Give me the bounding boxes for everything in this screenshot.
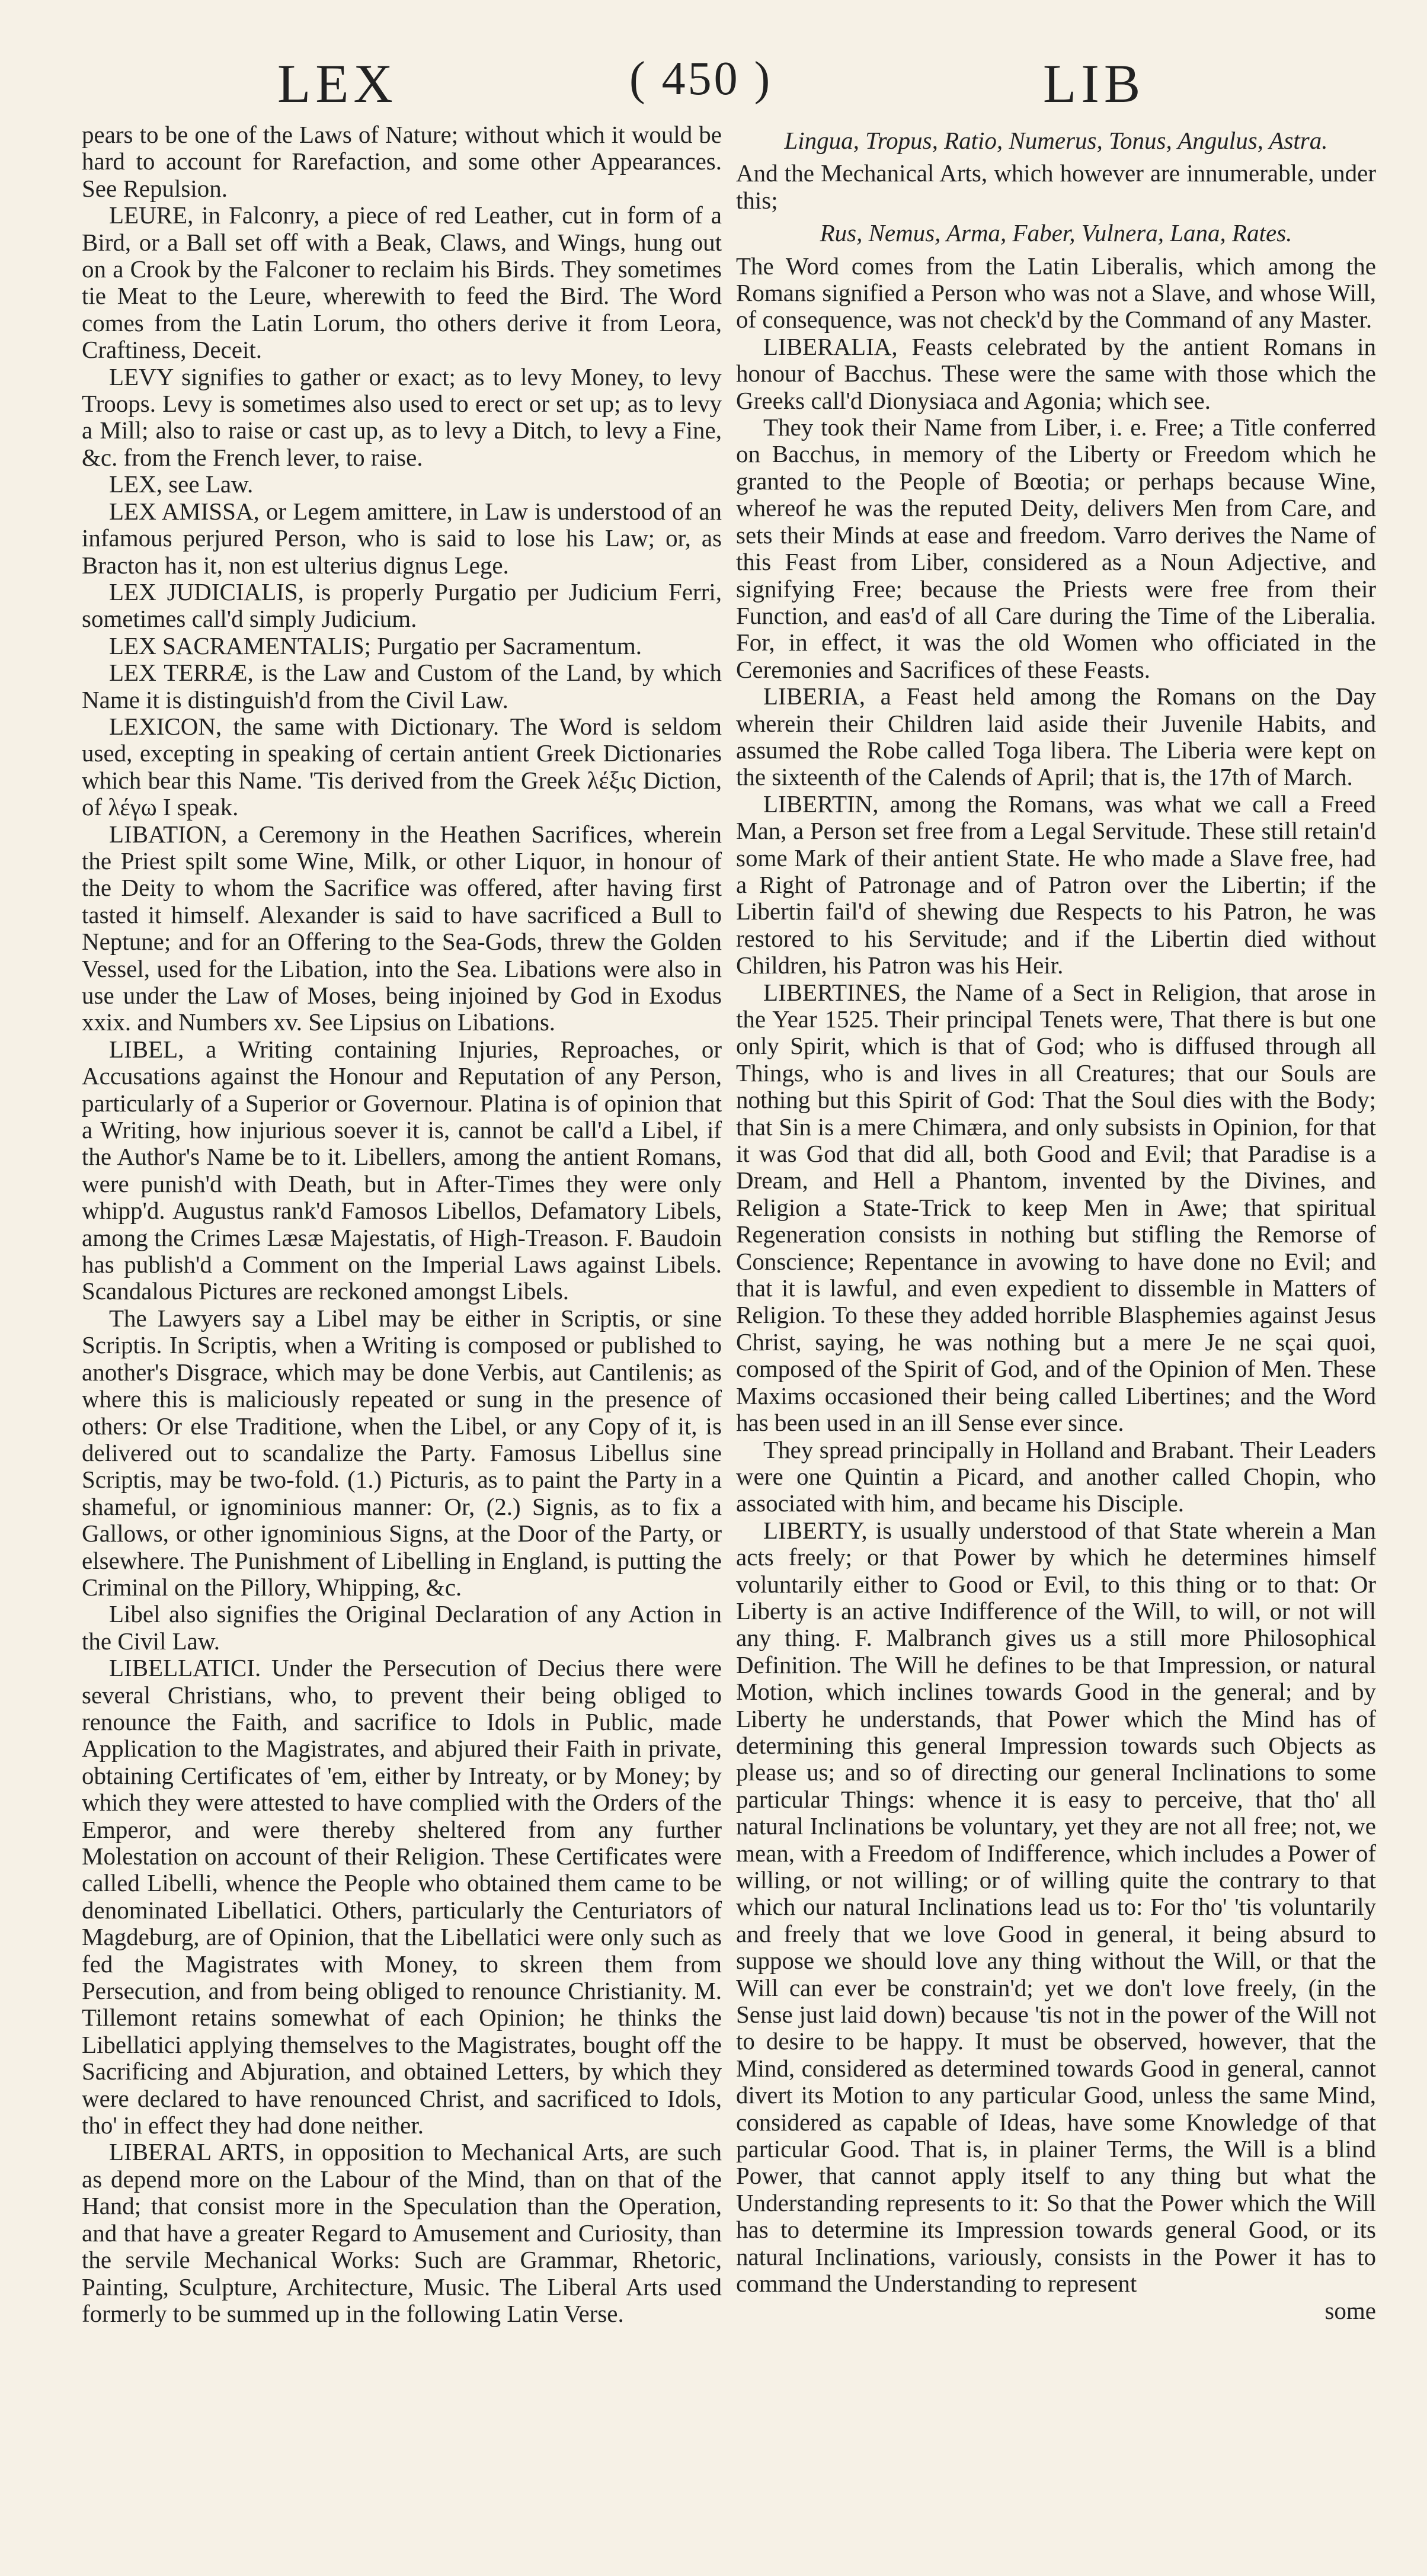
verse-line: Rus, Nemus, Arma, Faber, Vulnera, Lana, Rates. (820, 219, 1292, 247)
dictionary-entry: LIBERTIN, among the Romans, was what we call a Freed Man, a Person set free from a Legal Servitude. These still retain'd some Mark of their antient State. He who made a Slave free, had a Right of Patronage and of Patron over the Libertin; if the Libertin fail'd of shewing due Respects to his Patron, he was restored to his Servitude; and if the Libertin died without Children, his Patron was his Heir. (736, 790, 1376, 979)
dictionary-entry: They took their Name from Liber, i. e. Free; a Title conferred on Bacchus, in memory of the Liberty or Freedom which he granted to the People of Bœotia; or perhaps because Wine, whereof he was the reputed Deity, delivers Men from Care, and sets their Minds at ease and freedom. Varro derives the Name of this Feast from Liber, considered as a Noun Adjective, and signifying Free; because the Priests were free from their Function, and eas'd of all Care during the Time of the Liberalia. For, in effect, it was the old Women who officiated in the Ceremonies and Sacrifices of these Feasts. (736, 414, 1376, 683)
dictionary-entry: LIBATION, a Ceremony in the Heathen Sacrifices, wherein the Priest spilt some Wine, Milk, or other Liquor, in honour of the Deity to whom the Sacrifice was offered, after having first tasted it himself. Alexander is said to have sacrificed a Bull to Neptune; and for an Offering to the Sea-Gods, threw the Golden Vessel, used for the Libation, into the Sea. Libations were also in use under the Law of Moses, being injoined by God in Exodus xxix. and Numbers xv. See Lipsius on Libations. (82, 820, 722, 1036)
paragraph-continuation: The Word comes from the Latin Liberalis, which among the Romans signified a Person who was not a Slave, and whose Will, of consequence, was not check'd by the Command of any Master. (736, 252, 1376, 334)
running-head-left: LEX (277, 53, 398, 114)
dictionary-entry: They spread principally in Holland and Brabant. Their Leaders were one Quintin a Picard, and another called Chopin, who associated with him, and became his Disciple. (736, 1436, 1376, 1517)
dictionary-entry: LEX SACRAMENTALIS; Purgatio per Sacramentum. (109, 632, 642, 659)
dictionary-entry: Libel also signifies the Original Declaration of any Action in the Civil Law. (82, 1600, 722, 1655)
dictionary-entry: LEURE, in Falconry, a piece of red Leather, cut in form of a Bird, or a Ball set off with a Beak, Claws, and Wings, hung out on a Crook by the Falconer to reclaim his Birds. They sometimes tie Meat to the Leure, wherewith to feed the Bird. The Word comes from the Latin Lorum, tho others derive it from Leora, Craftiness, Deceit. (82, 201, 722, 364)
paragraph-continuation: And the Mechanical Arts, which however are innumerable, under this; (736, 159, 1376, 214)
dictionary-entry: LIBERTY, is usually understood of that State wherein a Man acts freely; or that Power by which he determines himself voluntarily either to Good or Evil, to this thing or to that: Or Liberty is an active Indifference of the Will, to will, or not will any thing. F. Malbranch gives us a still more Philosophical Definition. The Will he defines to be that Impression, or natural Motion, which inclines towards Good in the general; and by Liberty he understands, that Power which the Mind has of determining this general Impression towards such Objects as please us; and so of directing our general Inclinations to some particular Things: whence it is easy to perceive, that tho' all natural Inclinations be voluntary, yet they are not all free; not, we mean, with a Freedom of Indifference, which includes a Power of willing, or not willing; or of willing quite the contrary to that which our natural Inclinations lead us to: For tho' 'tis voluntarily and freely that we love Good in general, it being absurd to suppose we should love any thing without the Will, or that the Will can ever be constrain'd; yet we don't love freely, (in the Sense just laid down) because 'tis not in the power of the Will not to desire to be happy. It must be observed, however, that the Mind, considered as determined towards Good in general, cannot divert its Motion to any particular Good, unless the same Mind, considered as capable of Ideas, have some Knowledge of that particular Good. That is, in plainer Terms, the Will is a blind Power, that cannot apply itself to any thing but what the Understanding represents to it: So that the Power which the Will has to determine its Impression towards general Good, or its natural Inclinations, variously, consists in the Power it has to command the Understanding to represent (736, 1516, 1376, 2298)
right-column (736, 121, 1376, 2324)
dictionary-entry: LIBELLATICI. Under the Persecution of Decius there were several Christians, who, to prevent their being obliged to renounce the Faith, and sacrifice to Idols in Public, made Application to the Magistrates, and abjured their Faith in private, obtaining Certificates of 'em, either by Intreaty, or by Money; by which they were attested to have complied with the Orders of the Emperor, and were thereby sheltered from any further Molestation on account of their Religion. These Certificates were called Libelli, whence the People who obtained them came to be denominated Libellatici. Others, particularly the Centuriators of Magdeburg, are of Opinion, that the Libellatici were only such as fed the Magistrates with Money, to skreen them from Persecution, and from being obliged to renounce Christianity. M. Tillemont retains somewhat of each Opinion; he thinks the Libellatici applying themselves to the Magistrates, bought off the Sacrificing and Abjuration, and obtained Letters, by which they were declared to have renounced Christ, and sacrificed to Idols, tho' in effect they had done neither. (82, 1654, 722, 2139)
left-column (82, 121, 722, 2327)
dictionary-entry: LEX TERRÆ, is the Law and Custom of the Land, by which Name it is distinguish'd from the Civil Law. (82, 659, 722, 713)
running-head-right: LIB (1043, 53, 1146, 114)
dictionary-entry: LEX AMISSA, or Legem amittere, in Law is understood of an infamous perjured Person, who is said to lose his Law; or, as Bracton has it, non est ulterius dignus Lege. (82, 497, 722, 579)
dictionary-entry: LIBERALIA, Feasts celebrated by the antient Romans in honour of Bacchus. These were the same with those which the Greeks call'd Dionysiaca and Agonia; which see. (736, 332, 1376, 414)
paragraph-continuation: pears to be one of the Laws of Nature; without which it would be hard to account for Rarefaction, and some other Appearances. See Repulsion. (82, 121, 722, 202)
dictionary-entry: LIBEL, a Writing containing Injuries, Reproaches, or Accusations against the Honour and Reputation of any Person, particularly of a Superior or Governour. Platina is of opinion that a Writing, how injurious soever it is, cannot be call'd a Libel, if the Author's Name be to it. Libellers, among the antient Romans, were punish'd with Death, but in After-Times they were only whipp'd. Augustus rank'd Famosos Libellos, Defamatory Libels, among the Crimes Læsæ Majestatis, of High-Treason. F. Baudoin has publish'd a Comment on the Imperial Laws against Libels. Scandalous Pictures are reckoned amongst Libels. (82, 1035, 722, 1305)
dictionary-entry: LEX, see Law. (109, 470, 254, 498)
dictionary-entry: LIBERAL ARTS, in opposition to Mechanical Arts, are such as depend more on the Labour of the Mind, than on that of the Hand; that consist more in the Speculation than the Operation, and that have a greater Regard to Amusement and Curiosity, than the servile Mechanical Works: Such are Grammar, Rhetoric, Painting, Sculpture, Architecture, Music. The Liberal Arts used formerly to be summed up in the following Latin Verse. (82, 2138, 722, 2327)
page-number: ( 450 ) (629, 53, 773, 105)
dictionary-entry: LEXICON, the same with Dictionary. The Word is seldom used, excepting in speaking of certain antient Greek Dictionaries which bear this Name. 'Tis derived from the Greek λέξις Diction, of λέγω I speak. (82, 712, 722, 821)
dictionary-entry: LEVY signifies to gather or exact; as to levy Money, to levy Troops. Levy is sometimes also used to erect or set up; as to levy a Mill; also to raise or cast up, as to levy a Ditch, to levy a Fine, &c. from the French lever, to raise. (82, 363, 722, 471)
dictionary-entry: LIBERTINES, the Name of a Sect in Religion, that arose in the Year 1525. Their principal Tenets were, That there is but one only Spirit, which is that of God; who is diffused through all Things, who is and lives in all Creatures; that our Souls are nothing but this Spirit of God: That the Soul dies with the Body; that Sin is a mere Chimæra, and only subsists in Opinion, for that it was God that did all, both Good and Evil; that Paradise is a Dream, and Hell a Phantom, invented by the Divines, and Religion a State-Trick to keep Men in Awe; that spiritual Regeneration consists in nothing but stifling the Remorse of Conscience; Repentance in avowing to have done no Evil; and that it is lawful, and even expedient to dissemble in Matters of Religion. To these they added horrible Blasphemies against Jesus Christ, saying, he was nothing but a mere Je ne sçai quoi, composed of the Spirit of God, and of the Opinion of Men. These Maxims occasioned their being called Libertines; and the Word has been used in an ill Sense ever since. (736, 978, 1376, 1437)
dictionary-entry: LIBERIA, a Feast held among the Romans on the Day wherein their Children laid aside their Juvenile Habits, and assumed the Robe called Toga libera. The Liberia were kept on the sixteenth of the Calends of April; that is, the 17th of March. (736, 683, 1376, 791)
dictionary-entry: The Lawyers say a Libel may be either in Scriptis, or sine Scriptis. In Scriptis, when a Writing is composed or published to another's Disgrace, which may be done Verbis, aut Cantilenis; as where this is maliciously repeated or sung in the presence of others: Or else Traditione, when the Libel, or any Copy of it, is delivered out to scandalize the Party. Famosus Libellus sine Scriptis, may be two-fold. (1.) Picturis, as to paint the Party in a shameful, or ignominious manner: Or, (2.) Signis, as to fix a Gallows, or other ignominious Signs, at the Door of the Party, or elsewhere. The Punishment of Libelling in England, is putting the Criminal on the Pillory, Whipping, &c. (82, 1304, 722, 1601)
dictionary-entry: LEX JUDICIALIS, is properly Purgatio per Judicium Ferri, sometimes call'd simply Judicium. (82, 578, 722, 633)
verse-line: Lingua, Tropus, Ratio, Numerus, Tonus, Angulus, Astra. (784, 127, 1328, 154)
catchword: some (1324, 2296, 1376, 2324)
